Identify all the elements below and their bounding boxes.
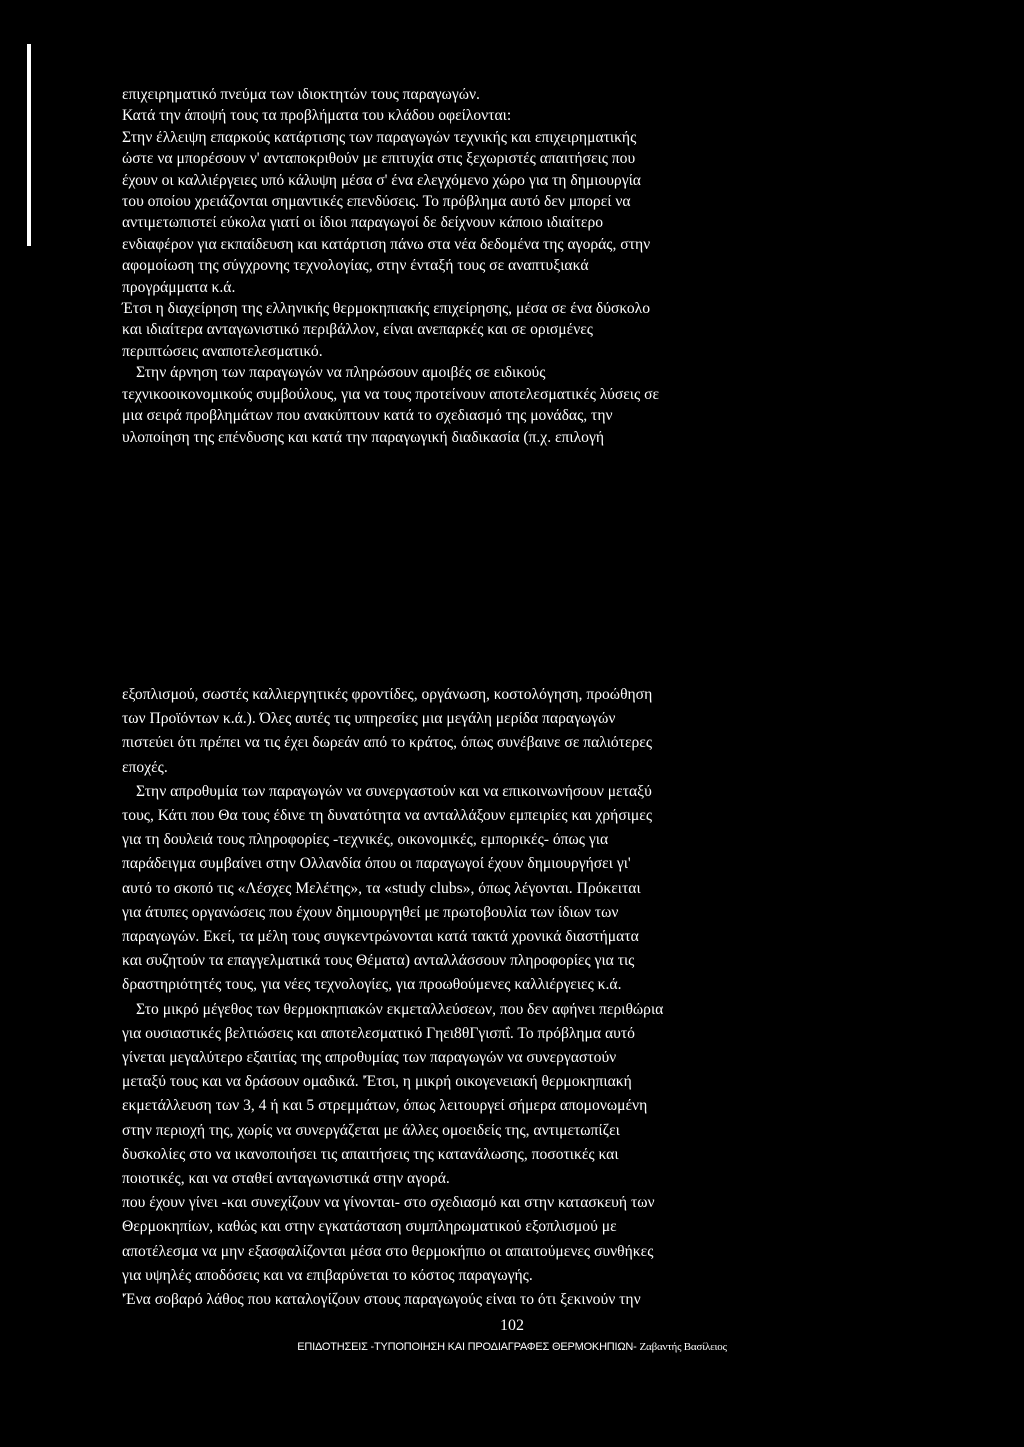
page-number: 102 bbox=[500, 1317, 524, 1334]
text-line: ώστε να μπορέσουν ν' ανταποκριθούν με επιτυχία στις ξεχωριστές απαιτήσεις που bbox=[122, 150, 636, 168]
text-line: και ιδιαίτερα ανταγωνιστικό περιβάλλον, είναι ανεπαρκές και σε ορισμένες bbox=[122, 321, 593, 339]
text-line: και συζητούν τα επαγγελματικά τους Θέματα) ανταλλάσσουν πληροφορίες για τις bbox=[122, 952, 635, 970]
running-footer bbox=[0, 1339, 1024, 1355]
text-line: του οποίου χρειάζονται σημαντικές επενδύσεις. Το πρόβλημα αυτό δεν μπορεί να bbox=[122, 193, 631, 211]
text-line: των Προϊόντων κ.ά.). Όλες αυτές τις υπηρεσίες μια μεγάλη μερίδα παραγωγών bbox=[122, 710, 616, 728]
text-line: αυτό το σκοπό τις «Λέσχες Μελέτης», τα «study clubs», όπως λέγονται. Πρόκειται bbox=[122, 879, 641, 897]
text-block-top bbox=[122, 84, 912, 448]
text-line: δυσκολίες στο να ικανοποιήσει τις απαιτήσεις της κατανάλωσης, ποσοτικές και bbox=[122, 1145, 619, 1163]
footer-title: ΕΠΙΔΟΤΗΣΕΙΣ -ΤΥΠΟΠΟΙΗΣΗ ΚΑΙ ΠΡΟΔΙΑΓΡΑΦΕΣ ΘΕΡΜΟΚΗΠΙΩΝ- bbox=[297, 1341, 637, 1353]
text-line: υλοποίηση της επένδυσης και κατά την παραγωγική διαδικασία (π.χ. επιλογή bbox=[122, 428, 605, 446]
text-line: Έτσι η διαχείρηση της ελληνικής θερμοκηπιακής επιχείρησης, μέσα σε ένα δύσκολο bbox=[122, 300, 651, 318]
text-line: παραγωγών. Εκεί, τα μέλη τους συγκεντρώνονται κατά τακτά χρονικά διαστήματα bbox=[122, 928, 639, 946]
scan-edge-bar bbox=[27, 44, 31, 246]
text-line: Στην απροθυμία των παραγωγών να συνεργαστούν και να επικοινωνήσουν μεταξύ bbox=[136, 782, 652, 800]
text-line: για τη δουλειά τους πληροφορίες -τεχνικές, οικονομικές, εμπορικές- όπως για bbox=[122, 831, 609, 849]
text-line: δραστηριότητές τους, για νέες τεχνολογίες, για προωθούμενες καλλιέργειες κ.ά. bbox=[122, 976, 622, 994]
text-line: έχουν οι καλλιέργειες υπό κάλυψη μέσα σ' ένα ελεγχόμενο χώρο για τη δημιουργία bbox=[122, 171, 641, 189]
text-line: Στην έλλειψη επαρκούς κατάρτισης των παραγωγών τεχνικής και επιχειρηματικής bbox=[122, 128, 637, 146]
text-line: για υψηλές αποδόσεις και να επιβαρύνεται το κόστος παραγωγής. bbox=[122, 1266, 533, 1284]
text-line: αφομοίωση της σύγχρονης τεχνολογίας, στην ένταξή τους σε αναπτυξιακά bbox=[122, 257, 589, 275]
text-line: παράδειγμα συμβαίνει στην Ολλανδία όπου οι παραγωγοί έχουν δημιουργήσει γι' bbox=[122, 855, 631, 873]
text-line: Θερμοκηπίων, καθώς και στην εγκατάσταση συμπληρωματικού εξοπλισμού με bbox=[122, 1218, 617, 1236]
text-line: 'Ένα σοβαρό λάθος που καταλογίζουν στους παραγωγούς είναι το ότι ξεκινούν την bbox=[122, 1291, 641, 1309]
text-line: που έχουν γίνει -και συνεχίζουν να γίνονται- στο σχεδιασμό και στην κατασκευή των bbox=[122, 1194, 655, 1212]
text-line: πιστεύει ότι πρέπει να τις έχει δωρεάν από το κράτος, όπως συνέβαινε σε παλιότερες bbox=[122, 734, 653, 752]
text-line: ενδιαφέρον για εκπαίδευση και κατάρτιση πάνω στα νέα δεδομένα της αγοράς, στην bbox=[122, 235, 651, 253]
text-line: αποτέλεσμα να μην εξασφαλίζονται μέσα στο θερμοκήπιο οι απαιτούμενες συνθήκες bbox=[122, 1242, 654, 1260]
text-line: προγράμματα κ.ά. bbox=[122, 278, 236, 296]
text-line: Στο μικρό μέγεθος των θερμοκηπιακών εκμεταλλεύσεων, που δεν αφήνει περιθώρια bbox=[136, 1000, 664, 1018]
text-line: εξοπλισμού, σωστές καλλιεργητικές φροντίδες, οργάνωση, κοστολόγηση, προώθηση bbox=[122, 686, 653, 703]
footer-author: Ζαβαντής Βασίλειος bbox=[639, 1341, 727, 1353]
text-line: ποιοτικές, και να σταθεί ανταγωνιστικά στην αγορά. bbox=[122, 1170, 450, 1188]
text-line: μεταξύ τους και να δράσουν ομαδικά. 'Έτσι, η μικρή οικογενειακή θερμοκηπιακή bbox=[122, 1073, 632, 1091]
text-line: εποχές. bbox=[122, 758, 168, 776]
text-block-bottom bbox=[122, 683, 912, 1312]
text-line: εκμετάλλευση των 3, 4 ή και 5 στρεμμάτων, όπως λειτουργεί σήμερα απομονωμένη bbox=[122, 1097, 648, 1115]
text-line: επιχειρηματικό πνεύμα των ιδιοκτητών τους παραγωγών. bbox=[122, 86, 480, 103]
text-line: για άτυπες οργανώσεις που έχουν δημιουργηθεί με πρωτοβουλία των ίδιων των bbox=[122, 903, 619, 921]
text-line: Κατά την άποψή τους τα προβλήματα του κλάδου οφείλονται: bbox=[122, 107, 512, 125]
text-line: αντιμετωπιστεί εύκολα γιατί οι ίδιοι παραγωγοί δε δείχνουν κάποιο ιδιαίτερο bbox=[122, 214, 604, 232]
text-line: τεχνικοοικονομικούς συμβούλους, για να τους προτείνουν αποτελεσματικές λύσεις σε bbox=[122, 385, 660, 403]
text-line: τους, Κάτι που Θα τους έδινε τη δυνατότητα να ανταλλάξουν εμπειρίες και χρήσιμες bbox=[122, 807, 653, 825]
text-line: Στην άρνηση των παραγωγών να πληρώσουν αμοιβές σε ειδικούς bbox=[136, 364, 546, 382]
text-line: μια σειρά προβλημάτων που ανακύπτουν κατά το σχεδιασμό της μονάδας, την bbox=[122, 407, 613, 425]
text-line: περιπτώσεις αναποτελεσματικό. bbox=[122, 342, 323, 360]
text-line: γίνεται μεγαλύτερο εξαιτίας της απροθυμίας των παραγωγών να συνεργαστούν bbox=[122, 1049, 617, 1067]
text-line: για ουσιαστικές βελτιώσεις και αποτελεσματικό Γηει8θΓγισπΐ. Το πρόβλημα αυτό bbox=[122, 1024, 635, 1042]
text-line: στην περιοχή της, χωρίς να συνεργάζεται με άλλες ομοειδείς της, αντιμετωπίζει bbox=[122, 1121, 620, 1139]
